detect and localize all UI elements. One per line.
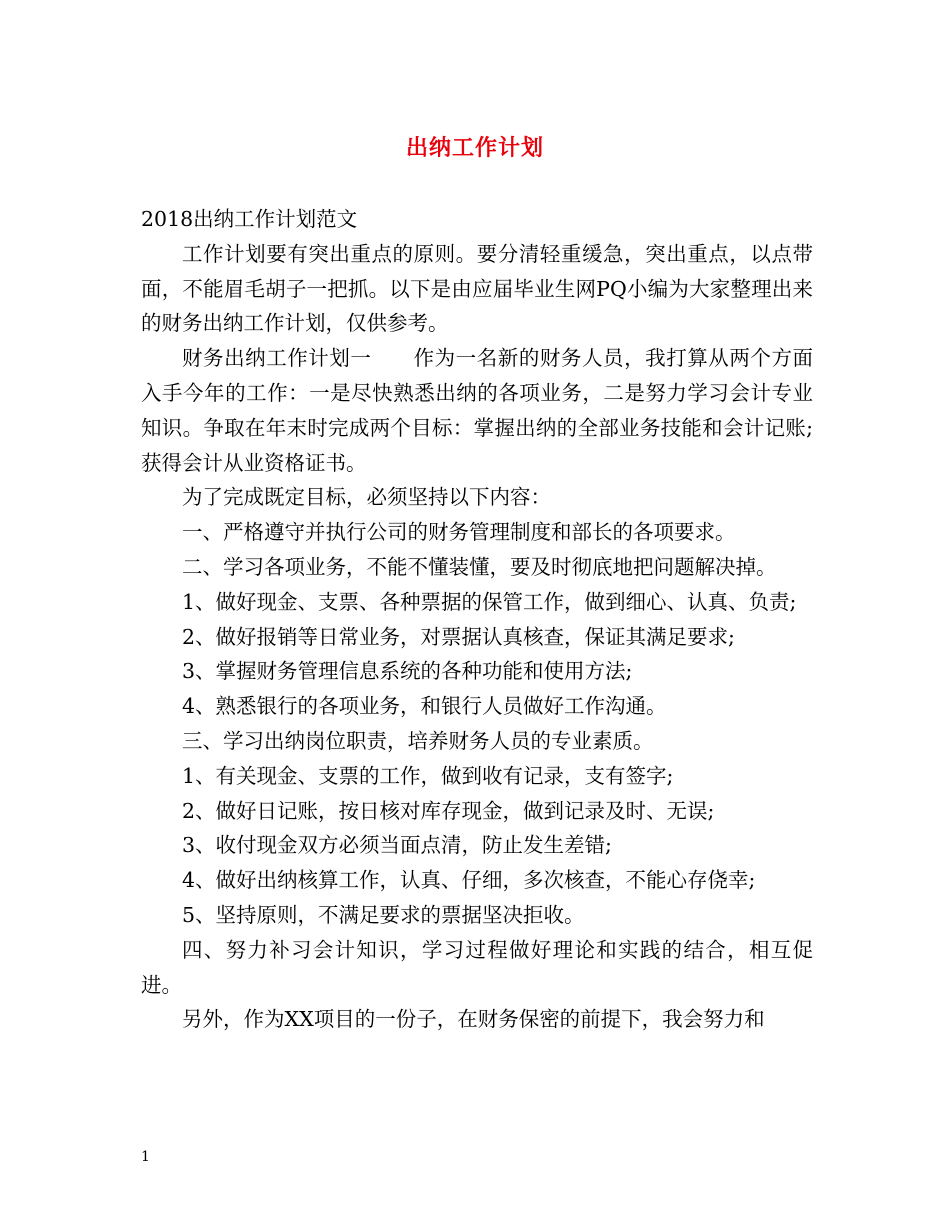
paragraph: 3、收付现金双方必须当面点清，防止发生差错;	[182, 833, 612, 858]
paragraph: 一、严格遵守并执行公司的财务管理制度和部长的各项要求。	[182, 520, 736, 545]
paragraph: 工作计划要有突出重点的原则。要分清轻重缓急，突出重点，以点带面，不能眉毛胡子一把抓。以下是由应届毕业生网PQ小编为大家整理出来的财务出纳工作计划，仅供参考。	[141, 241, 813, 336]
page-number: 1	[141, 1149, 150, 1165]
paragraph: 4、做好出纳核算工作，认真、仔细，多次核查，不能心存侥幸;	[182, 868, 756, 893]
paragraph: 1、做好现金、支票、各种票据的保管工作，做到细心、认真、负责;	[182, 589, 797, 614]
paragraph: 4、熟悉银行的各项业务，和银行人员做好工作沟通。	[182, 694, 667, 719]
document-body	[141, 202, 813, 1037]
paragraph: 二、学习各项业务，不能不懂装懂，要及时彻底地把问题解决掉。	[182, 554, 777, 579]
paragraph: 三、学习出纳岗位职责，培养财务人员的专业素质。	[182, 728, 654, 753]
paragraph: 四、努力补习会计知识，学习过程做好理论和实践的结合，相互促进。	[141, 937, 813, 997]
paragraph: 财务出纳工作计划一 作为一名新的财务人员，我打算从两个方面入手今年的工作：一是尽快熟悉出纳的各项业务，二是努力学习会计专业知识。争取在年末时完成两个目标：掌握出纳的全部业务技能和会计记账;获得会计从业资格证书。	[141, 346, 813, 475]
paragraph: 2018出纳工作计划范文	[141, 207, 358, 231]
paragraph: 3、掌握财务管理信息系统的各种功能和使用方法;	[182, 659, 633, 684]
paragraph: 另外，作为XX项目的一份子，在财务保密的前提下，我会努力和	[182, 1007, 765, 1032]
document-title: 出纳工作计划	[405, 135, 544, 161]
paragraph: 2、做好报销等日常业务，对票据认真核查，保证其满足要求;	[182, 624, 735, 649]
paragraph: 为了完成既定目标，必须坚持以下内容：	[182, 485, 551, 510]
paragraph: 2、做好日记账，按日核对库存现金，做到记录及时、无误;	[182, 798, 715, 823]
paragraph: 1、有关现金、支票的工作，做到收有记录，支有签字;	[182, 763, 674, 788]
paragraph: 5、坚持原则，不满足要求的票据坚决拒收。	[182, 902, 585, 927]
